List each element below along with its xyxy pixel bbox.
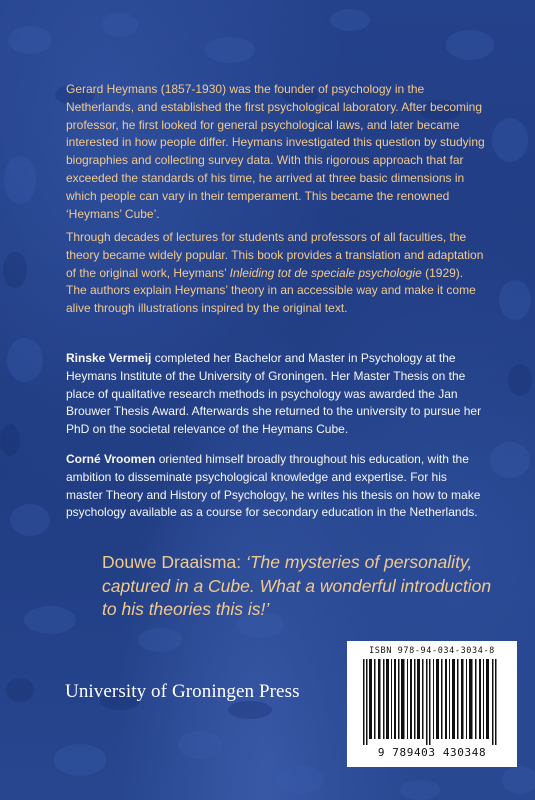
author-bio-1 [66,350,486,439]
author-name-2: Corné Vroomen [66,452,156,466]
endorsement-quote [102,551,492,622]
blurb-paragraph-2-text-a: Through decades of lectures for students and professors of all faculties, the theory became widely popular. This book provides a translation and adaptation of the original work, Heymans’ [66,230,484,280]
blurb-paragraph-2 [66,229,486,318]
barcode-bars [359,659,505,745]
isbn-label: ISBN 978-94-034-3034-8 [369,646,495,656]
ean-digits: 9 789403 430348 [377,746,487,759]
book-title-italic: Inleiding tot de speciale psychologie [229,265,422,280]
author-bio-2-text: oriented himself broadly throughout his education, with the ambition to disseminate psychological knowledge and expertise. For his master Theory and History of Psychology, he writes his thesis on how to make psychology available as a course for secondary education in the Netherlands. [66,452,481,520]
author-bio-1-text: completed her Bachelor and Master in Psychology at the Heymans Institute of the University of Groningen. Her Master Thesis on the place of qualitative research methods in psychology was awarded the Jan Brouwer Thesis Award. Afterwards she returned to the university to pursue her PhD on the societal relevance of the Heymans Cube. [66,351,482,437]
quote-attribution: Douwe Draaisma: [102,552,246,572]
quote-text: ‘The mysteries of personality, captured in a Cube. What a wonderful introduction to his theories this is!’ [102,552,492,619]
publisher-name: University of Groningen Press [65,681,300,702]
blurb-paragraph-2-text-b: (1929). The authors explain Heymans’ theory in an accessible way and make it come alive through illustrations inspired by the original text. [66,265,476,316]
author-name-1: Rinske Vermeij [66,351,152,365]
author-bio-2 [66,451,486,522]
blurb-paragraph-1 [66,81,486,223]
isbn-barcode [347,641,517,767]
blurb-paragraph-1-text: Gerard Heymans (1857-1930) was the founder of psychology in the Netherlands, and established the first psychological laboratory. After becoming professor, he first looked for general psychological laws, and later became interested in how people differ. Heymans investigated this question by studying biographies and collecting survey data. With this rigorous approach that far exceeded the standards of his time, he arrived at three basic dimensions in which people can vary in their temperament. This became the renowned ‘Heymans’ Cube’. [66,82,485,221]
